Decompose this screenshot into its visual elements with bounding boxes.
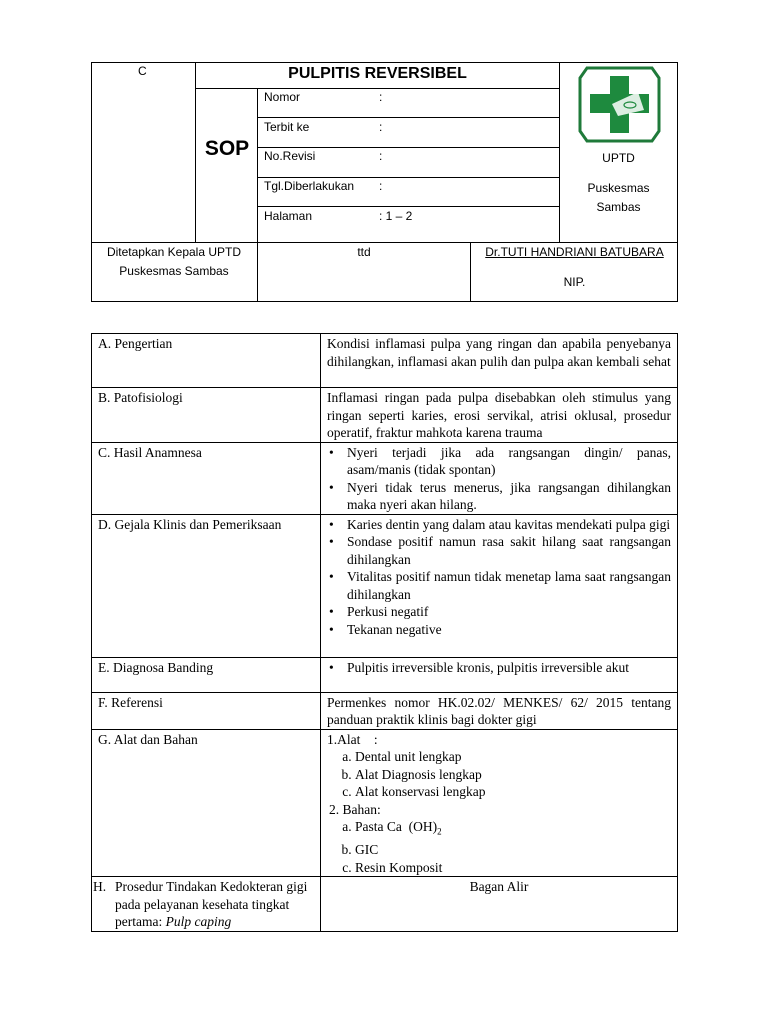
table-row — [92, 334, 678, 388]
divider — [91, 242, 678, 243]
table-row — [92, 729, 678, 877]
field-value-terbit: : — [379, 120, 383, 134]
signature-text: ttd — [357, 245, 371, 259]
table-row — [92, 442, 678, 514]
org-uptd: UPTD — [602, 151, 635, 165]
section-letter: H. — [93, 879, 107, 895]
section-content-prosedur: Bagan Alir — [321, 877, 678, 932]
section-text-pengertian: Kondisi inflamasi pulpa yang ringan dan apabila penyebanya dihilangkan, inflamasi akan pulih dan pulpa akan kembali sehat — [321, 334, 678, 388]
section-text-referensi: Permenkes nomor HK.02.02/ MENKES/ 62/ 2015 tentang panduan praktik klinis bagi dokter gigi — [321, 692, 678, 729]
divider — [257, 147, 560, 148]
section-label-anamnesa: C. Hasil Anamnesa — [92, 442, 321, 514]
field-label-halaman: Halaman — [264, 209, 313, 223]
section-label-text — [115, 878, 314, 931]
section-content-diagnosa — [321, 657, 678, 692]
section-label-diagnosa: E. Diagnosa Banding — [92, 657, 321, 692]
field-label-revisi: No.Revisi — [264, 149, 316, 163]
table-row — [92, 692, 678, 729]
divider — [257, 88, 258, 302]
list-item: • Perkusi negatif — [347, 603, 671, 621]
list-item — [355, 818, 671, 841]
list-item: b. Alat Diagnosis lengkap — [355, 766, 671, 784]
section-label-patofisiologi: B. Patofisiologi — [92, 388, 321, 443]
list-item: c. Alat konservasi lengkap — [355, 783, 671, 801]
list-item: • Tekanan negative — [347, 621, 671, 639]
section-content-alat-bahan — [321, 729, 678, 877]
section-content-gejala — [321, 514, 678, 657]
alat-heading: 1.Alat : — [327, 731, 378, 747]
table-row — [92, 877, 678, 932]
field-label-nomor: Nomor — [264, 90, 301, 104]
divider — [257, 206, 560, 207]
list-item: • Pulpitis irreversible kronis, pulpitis irreversible akut — [347, 659, 671, 677]
nip-label: NIP. — [563, 275, 586, 289]
table-row — [92, 657, 678, 692]
list-item: • Nyeri tidak terus menerus, jika rangsangan dihilangkan maka nyeri akan hilang. — [347, 479, 671, 514]
section-label-plain: Prosedur Tindakan Kedokteran gigi pada pelayanan kesehata tingkat pertama: — [115, 879, 308, 930]
list-item: • Sondase positif namun rasa sakit hilang saat rangsangan dihilangkan — [347, 533, 671, 568]
document-title: PULPITIS REVERSIBEL — [288, 65, 467, 82]
org-sambas: Sambas — [596, 200, 641, 214]
section-text-patofisiologi: Inflamasi ringan pada pulpa disebabkan oleh stimulus yang ringan seperti karies, erosi servikal, atrisi oklusal, prosedur operatif, fraktur mahkota karena trauma — [321, 388, 678, 443]
list-item: c. Resin Komposit — [355, 859, 671, 877]
section-label-pengertian: A. Pengertian — [92, 334, 321, 388]
section-label-referensi: F. Referensi — [92, 692, 321, 729]
list-item: • Karies dentin yang dalam atau kavitas mendekati pulpa gigi — [347, 516, 671, 534]
table-row — [92, 514, 678, 657]
divider — [195, 88, 560, 89]
list-item: b. GIC — [355, 841, 671, 859]
puskesmas-logo — [578, 66, 661, 143]
subscript-text: 2 — [437, 826, 442, 837]
section-label-gejala: D. Gejala Klinis dan Pemeriksaan — [92, 514, 321, 657]
bahan-heading: 2. Bahan: — [329, 801, 381, 817]
divider — [257, 117, 560, 118]
list-item: • Vitalitas positif namun tidak menetap lama saat rangsangan dihilangkan — [347, 568, 671, 603]
established-by-line1: Ditetapkan Kepala UPTD — [106, 245, 242, 259]
field-label-terbit: Terbit ke — [264, 120, 310, 134]
sop-content-table — [91, 333, 678, 932]
section-label-prosedur — [92, 877, 321, 932]
field-value-tgl: : — [379, 179, 383, 193]
list-item: a. Dental unit lengkap — [355, 748, 671, 766]
section-label-alat-bahan: G. Alat dan Bahan — [92, 729, 321, 877]
puskesmas-cross-icon — [578, 66, 661, 143]
established-by-line2: Puskesmas Sambas — [119, 264, 229, 278]
field-value-revisi: : — [379, 149, 383, 163]
table-row — [92, 388, 678, 443]
corner-letter: C — [138, 64, 147, 78]
org-puskesmas: Puskesmas — [587, 181, 650, 195]
list-item: • Nyeri terjadi jika ada rangsangan dingin/ panas, asam/manis (tidak spontan) — [347, 444, 671, 479]
divider — [257, 177, 560, 178]
section-content-anamnesa — [321, 442, 678, 514]
official-name: Dr.TUTI HANDRIANI BATUBARA — [485, 245, 664, 259]
field-value-halaman: : 1 – 2 — [379, 209, 413, 223]
field-label-tgl: Tgl.Diberlakukan — [264, 179, 355, 193]
bahan-item-text: Pasta Ca (OH) — [355, 819, 438, 834]
field-value-nomor: : — [379, 90, 383, 104]
sop-label: SOP — [204, 137, 250, 160]
section-label-italic: Pulp caping — [165, 914, 232, 930]
